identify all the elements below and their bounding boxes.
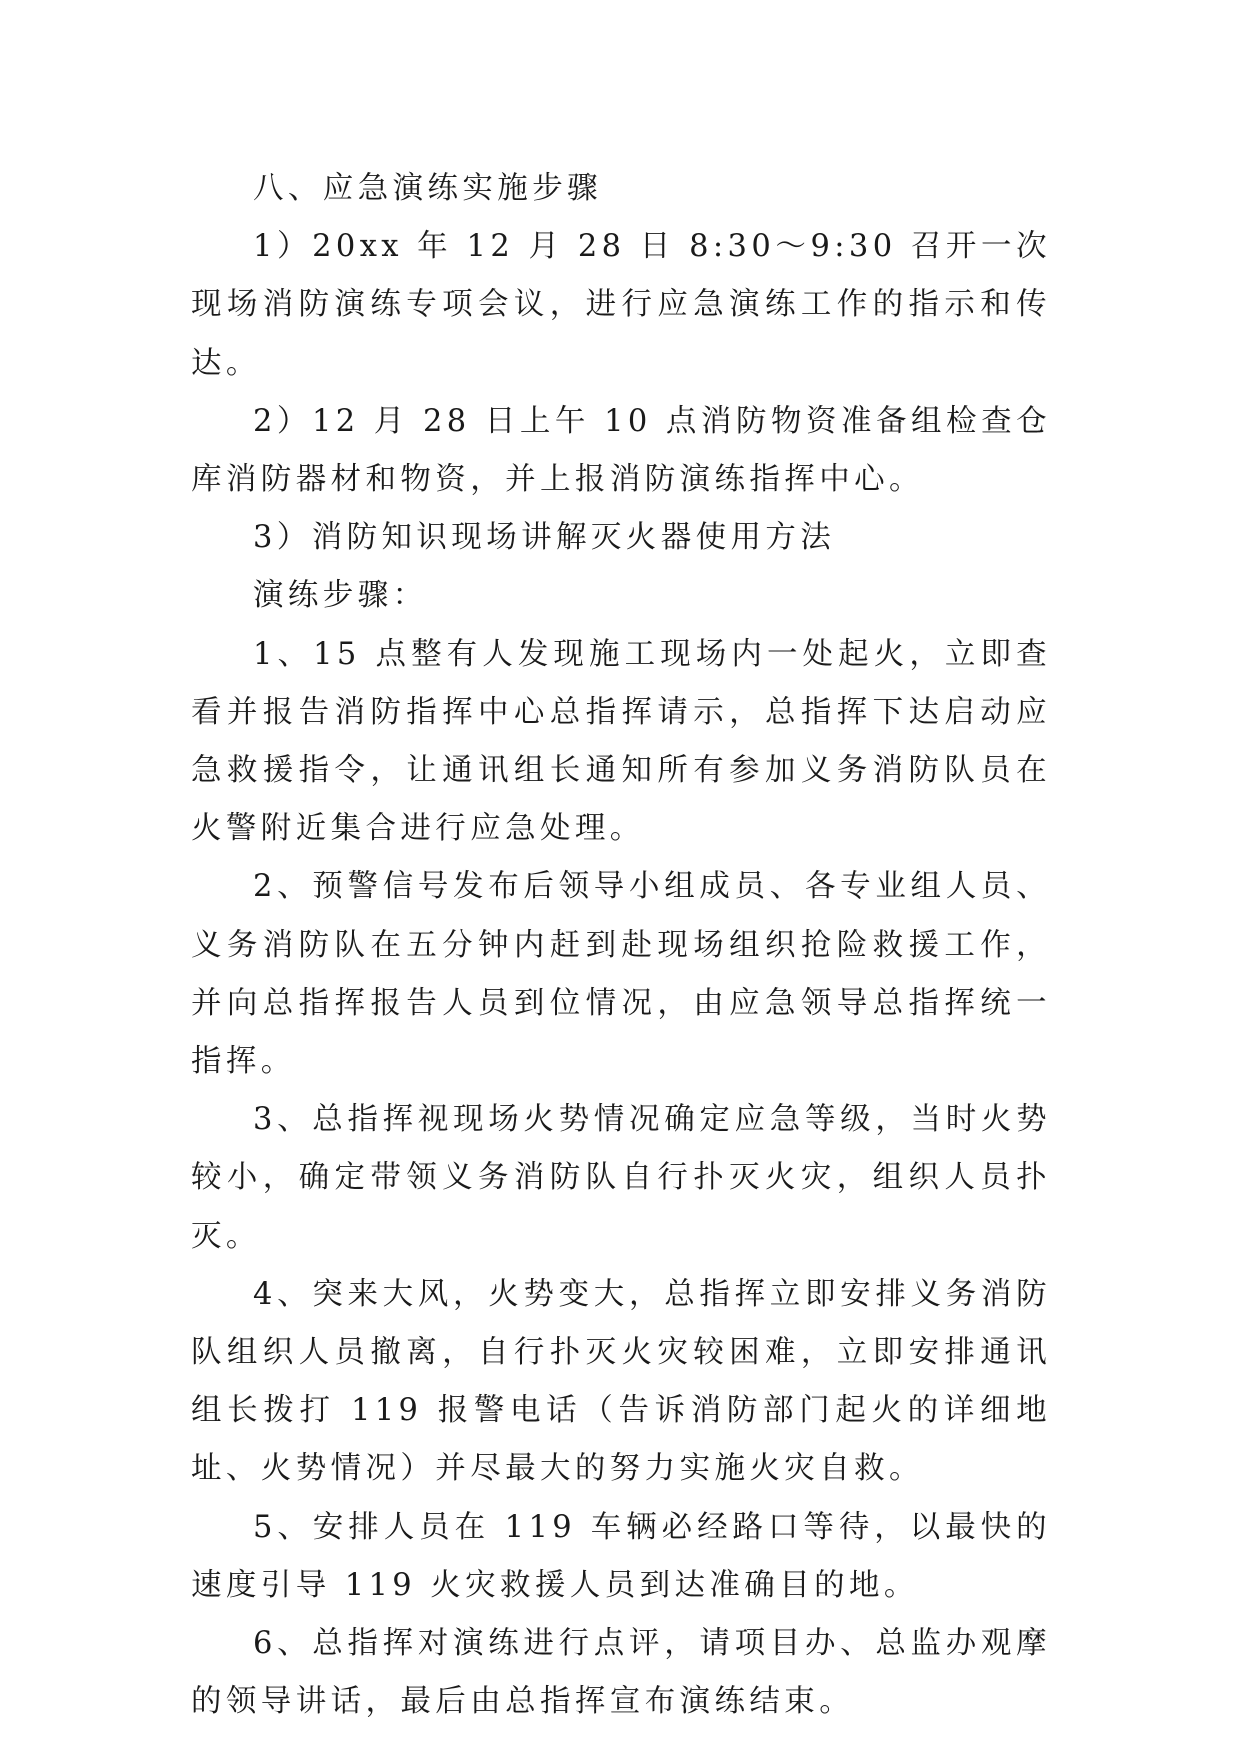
section-heading: 八、应急演练实施步骤 <box>253 171 602 206</box>
paragraph-drill-steps-label: 演练步骤： <box>253 578 428 614</box>
paragraph-materials-check: 2）12 月 28 日上午 10 点消防物资准备组检查仓库消防器材和物资，并上报消防演练指挥中心。 <box>191 403 1051 498</box>
paragraph-step-1: 1、15 点整有人发现施工现场内一处起火，立即查看并报告消防指挥中心总指挥请示，总指挥下达启动应急救援指令，让通讯组长通知所有参加义务消防队员在火警附近集合进行应急处理。 <box>191 636 1051 847</box>
paragraph-step-4: 4、突来大风，火势变大，总指挥立即安排义务消防队组织人员撤离，自行扑灭火灾较困难，立即安排通讯组长拨打 119 报警电话（告诉消防部门起火的详细地址、火势情况）并尽最大的努力实施火灾自救。 <box>191 1276 1051 1487</box>
paragraph-step-2: 2、预警信号发布后领导小组成员、各专业组人员、义务消防队在五分钟内赶到赴现场组织抢险救援工作，并向总指挥报告人员到位情况，由应急领导总指挥统一指挥。 <box>191 869 1051 1080</box>
paragraph-step-5: 5、安排人员在 119 车辆必经路口等待，以最快的速度引导 119 火灾救援人员到达准确目的地。 <box>191 1509 1051 1603</box>
paragraph-step-3: 3、总指挥视现场火势情况确定应急等级，当时火势较小，确定带领义务消防队自行扑灭火灾，组织人员扑灭。 <box>191 1102 1051 1254</box>
paragraph-extinguisher-demo: 3）消防知识现场讲解灭火器使用方法 <box>253 520 836 556</box>
paragraph-step-6: 6、总指挥对演练进行点评，请项目办、总监办观摩的领导讲话，最后由总指挥宣布演练结束。 <box>191 1626 1051 1720</box>
paragraph-meeting: 1）20xx 年 12 月 28 日 8:30～9:30 召开一次现场消防演练专项会议，进行应急演练工作的指示和传达。 <box>191 229 1051 381</box>
document-body <box>191 160 1051 1731</box>
